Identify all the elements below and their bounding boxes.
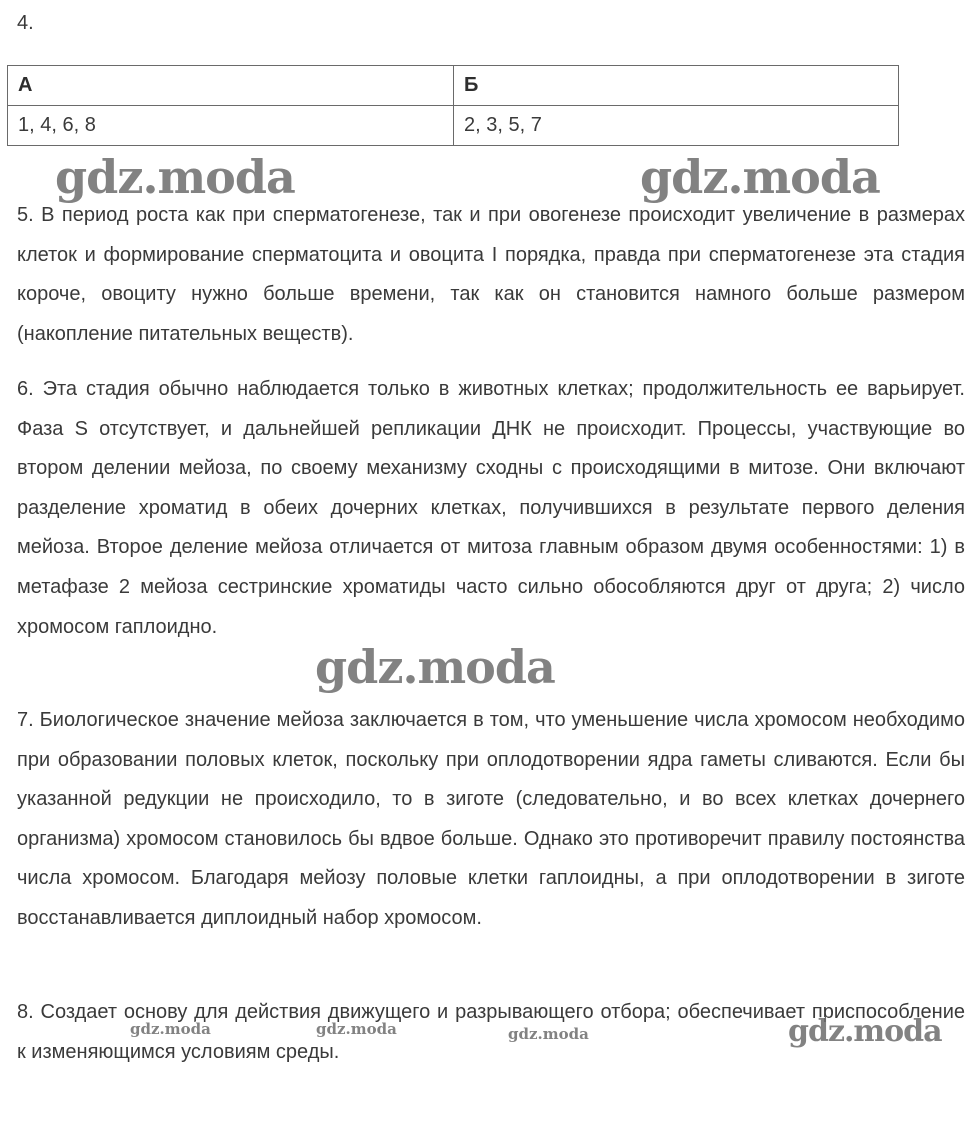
watermark-logo: gdz.moda xyxy=(316,1020,397,1038)
task-4-number: 4. xyxy=(17,12,34,34)
table-header-row xyxy=(8,66,899,106)
watermark-logo: gdz.moda xyxy=(508,1025,589,1043)
table-header-a: А xyxy=(8,66,454,106)
answer-table xyxy=(7,65,899,146)
table-cell-b: 2, 3, 5, 7 xyxy=(454,106,899,146)
paragraph-6: 6. Эта стадия обычно наблюдается только в животных клетках; продолжительность ее варьирует. Фаза S отсутствует, и дальнейшей репликации ДНК не происходит. Процессы, участвующие во втором делении мейоза, по своему механизму сходны с происходящими в митозе. Они включают разделение хроматид в обеих дочерних клетках, получившихся в результате первого деления мейоза. Второе деление мейоза отличается от митоза главным образом двумя особенностями: 1) в метафазе 2 мейоза сестринские хроматиды часто сильно обособляются друг от друга; 2) число хромосом гаплоидно. xyxy=(17,378,965,638)
table-row xyxy=(8,106,899,146)
table-header-b: Б xyxy=(454,66,899,106)
watermark-logo: gdz.moda xyxy=(315,640,555,694)
watermark-logo: gdz.moda xyxy=(640,150,880,204)
watermark-logo: gdz.moda xyxy=(55,150,295,204)
paragraph-5: 5. В период роста как при сперматогенезе, так и при овогенезе происходит увеличение в размерах клеток и формирование сперматоцита и овоцита I порядка, правда при сперматогенезе эта стадия короче, овоциту нужно больше времени, так как он становится намного больше размером (накопление питательных веществ). xyxy=(17,204,965,345)
table-cell-a: 1, 4, 6, 8 xyxy=(8,106,454,146)
paragraph-8: 8. Создает основу для действия движущего и разрывающего отбора; обеспечивает приспособление к изменяющимся условиям среды. xyxy=(17,1001,965,1063)
paragraph-7: 7. Биологическое значение мейоза заключается в том, что уменьшение числа хромосом необходимо при образовании половых клеток, поскольку при оплодотворении ядра гаметы сливаются. Если бы указанной редукции не происходило, то в зиготе (следовательно, и во всех клетках дочернего организма) хромосом становилось бы вдвое больше. Однако это противоречит правилу постоянства числа хромосом. Благодаря мейозу половые клетки гаплоидны, а при оплодотворении в зиготе восстанавливается диплоидный набор хромосом. xyxy=(17,709,965,929)
watermark-logo: gdz.moda xyxy=(130,1020,211,1038)
watermark-logo: gdz.moda xyxy=(788,1014,942,1049)
